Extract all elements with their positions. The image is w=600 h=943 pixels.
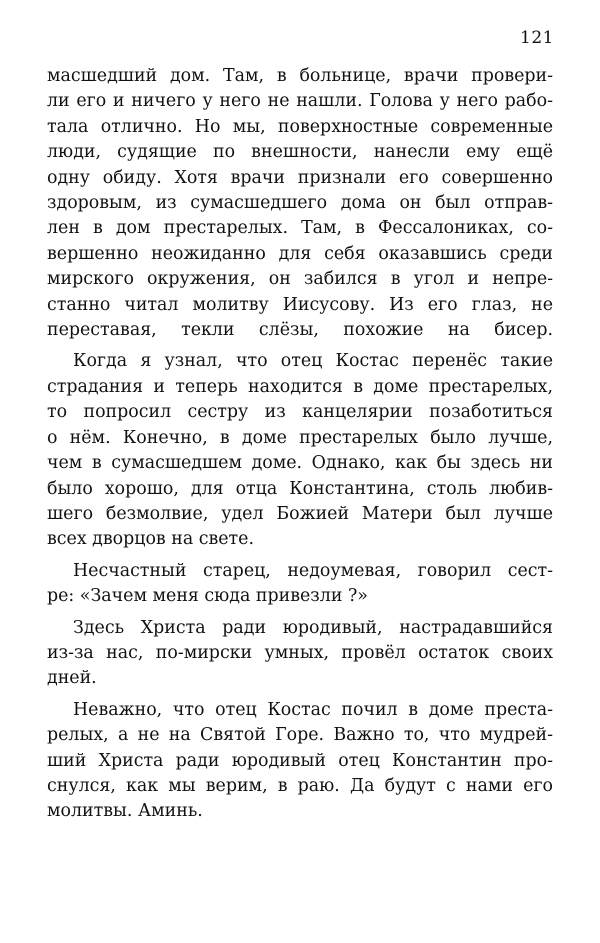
text-line: Несчастный старец, недоумевая, говорил сест- (73, 560, 553, 581)
text-line: чем в сумасшедшем доме. Однако, как бы здесь ни (47, 453, 553, 474)
text-line: всех дворцов на свете. (47, 529, 254, 550)
text-line: здоровым, из сумасшедшего дома он был отправ- (47, 193, 553, 214)
paragraph-3 (47, 559, 553, 610)
text-line: молитвы. Аминь. (47, 801, 203, 822)
text-line: Неважно, что отец Костас почил в доме преста- (73, 699, 553, 720)
text-line: ший Христа ради юродивый отец Константин про- (47, 750, 553, 771)
text-line: Здесь Христа ради юродивый, настрадавшийся (73, 617, 553, 638)
page-number: 121 (520, 28, 554, 48)
text-line: тала отлично. Но мы, поверхностные современные (47, 116, 553, 137)
text-line: люди, судящие по внешности, нанесли ему ещё (47, 142, 553, 163)
text-line: одну обиду. Хотя врачи признали его совершенно (47, 167, 553, 188)
text-line: Когда я узнал, что отец Костас перенёс такие (73, 351, 553, 372)
text-line: из-за нас, по-мирски умных, провёл остаток своих (47, 642, 553, 663)
text-line: снулся, как мы верим, в раю. Да будут с нами его (47, 775, 553, 796)
text-line: шего безмолвие, удел Божией Матери был лучше (47, 503, 553, 524)
paragraph-4 (47, 616, 553, 692)
paragraph-1 (47, 64, 553, 343)
text-line: релых, а не на Святой Горе. Важно то, что мудрей- (47, 725, 553, 746)
text-line: дней. (47, 668, 97, 689)
text-line: переставая, текли слёзы, похожие на бисер. (47, 320, 553, 341)
paragraph-5 (47, 698, 553, 825)
text-line: ре: «Зачем меня сюда привезли ?» (47, 586, 368, 607)
text-line: мирского окружения, он забился в угол и непре- (47, 269, 553, 290)
text-line: то попросил сестру из канцелярии позаботиться (47, 402, 553, 423)
text-line: о нём. Конечно, в доме престарелых было лучше, (47, 427, 553, 448)
text-line: масшедший дом. Там, в больнице, врачи провери- (47, 66, 553, 86)
text-line: лен в дом престарелых. Там, в Фессалониках, со- (47, 218, 553, 239)
paragraph-2 (47, 349, 553, 552)
text-line: ли его и ничего у него не нашли. Голова у него рабо- (47, 91, 553, 112)
text-line: вершенно неожиданно для себя оказавшись среди (47, 243, 553, 264)
page-body (47, 64, 553, 831)
text-line: было хорошо, для отца Константина, столь любив- (47, 478, 553, 499)
text-line: станно читал молитву Иисусову. Из его глаз, не (47, 294, 553, 315)
text-line: страдания и теперь находится в доме престарелых, (47, 376, 553, 397)
